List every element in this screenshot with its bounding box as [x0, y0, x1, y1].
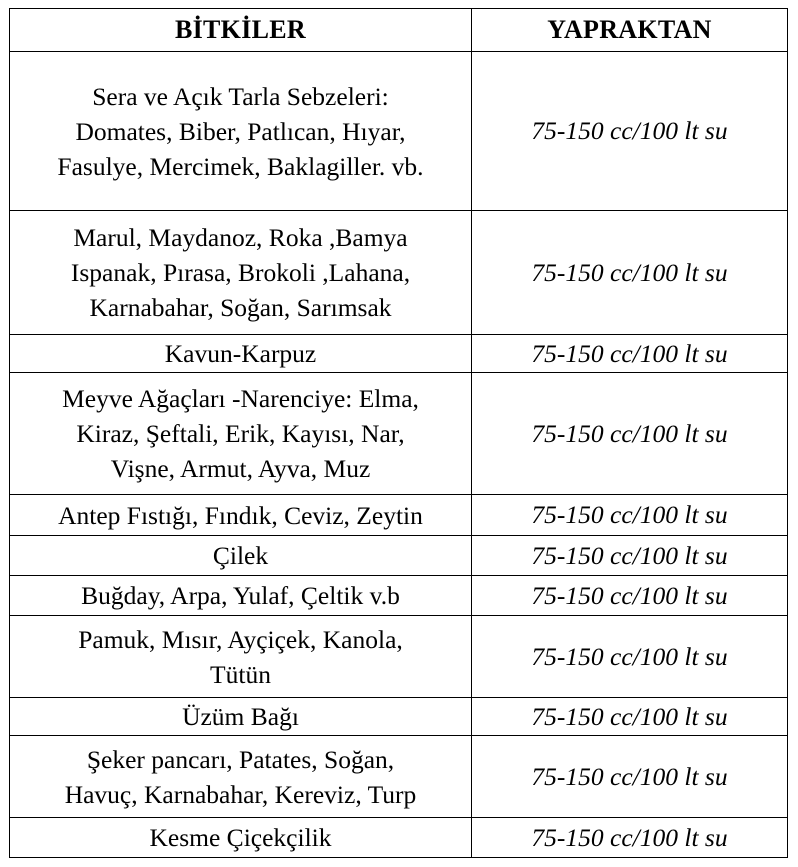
dose-cell: 75-150 cc/100 lt su [472, 818, 788, 858]
plant-line: Kavun-Karpuz [164, 339, 317, 368]
plant-cell [10, 698, 472, 736]
plant-cell [10, 373, 472, 495]
plant-cell [10, 495, 472, 536]
plant-cell [10, 211, 472, 335]
dose-cell: 75-150 cc/100 lt su [472, 576, 788, 616]
plant-cell [10, 818, 472, 858]
plant-line: Ispanak, Pırasa, Brokoli ,Lahana, [70, 258, 411, 287]
table-row [10, 335, 788, 373]
dose-cell: 75-150 cc/100 lt su [472, 211, 788, 335]
plant-line: Vişne, Armut, Ayva, Muz [110, 454, 371, 483]
dose-cell: 75-150 cc/100 lt su [472, 52, 788, 211]
plant-line: Meyve Ağaçları -Narenciye: Elma, [62, 384, 419, 413]
table-row [10, 736, 788, 818]
plant-line: Marul, Maydanoz, Roka ,Bamya [73, 223, 408, 252]
plant-line: Antep Fıstığı, Fındık, Ceviz, Zeytin [58, 500, 423, 530]
plant-line: Çilek [212, 541, 269, 570]
table-row [10, 52, 788, 211]
table-row [10, 576, 788, 616]
dose-cell: 75-150 cc/100 lt su [472, 335, 788, 373]
plant-line: Sera ve Açık Tarla Sebzeleri: [92, 81, 389, 111]
table-row [10, 698, 788, 736]
header-plants: BİTKİLER [10, 9, 472, 52]
dose-cell: 75-150 cc/100 lt su [472, 536, 788, 576]
dose-cell: 75-150 cc/100 lt su [472, 698, 788, 736]
plant-line: Kesme Çiçekçilik [149, 823, 332, 852]
plant-line: Kiraz, Şeftali, Erik, Kayısı, Nar, [76, 419, 405, 448]
table-row [10, 495, 788, 536]
header-foliar: YAPRAKTAN [472, 9, 788, 52]
plant-line: Üzüm Bağı [182, 702, 299, 731]
plant-line: Buğday, Arpa, Yulaf, Çeltik v.b [81, 581, 400, 610]
plant-cell [10, 616, 472, 698]
plant-line: Pamuk, Mısır, Ayçiçek, Kanola, [78, 624, 403, 654]
plant-line: Şeker pancarı, Patates, Soğan, [86, 744, 395, 774]
plant-cell [10, 52, 472, 211]
plant-cell [10, 536, 472, 576]
table-row [10, 536, 788, 576]
header-row [10, 9, 788, 52]
table-row [10, 818, 788, 858]
table-row [10, 373, 788, 495]
plant-line: Tütün [210, 659, 271, 689]
plant-line: Domates, Biber, Patlıcan, Hıyar, [75, 116, 406, 146]
plant-cell [10, 576, 472, 616]
plant-line: Fasulye, Mercimek, Baklagiller. vb. [57, 151, 424, 181]
table-row [10, 616, 788, 698]
plant-line: Havuç, Karnabahar, Kereviz, Turp [64, 779, 417, 809]
table-row [10, 211, 788, 335]
dose-cell: 75-150 cc/100 lt su [472, 495, 788, 536]
dose-cell: 75-150 cc/100 lt su [472, 373, 788, 495]
plant-cell [10, 335, 472, 373]
dose-cell: 75-150 cc/100 lt su [472, 736, 788, 818]
dose-cell: 75-150 cc/100 lt su [472, 616, 788, 698]
dosage-table [9, 8, 788, 858]
plant-line: Karnabahar, Soğan, Sarımsak [89, 293, 392, 322]
plant-cell [10, 736, 472, 818]
